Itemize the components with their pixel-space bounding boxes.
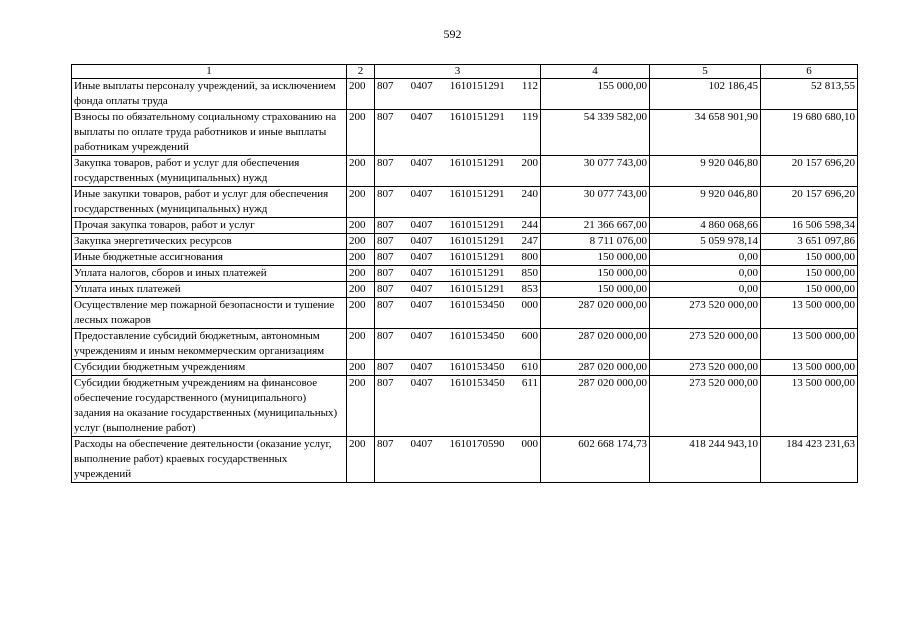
row-code-cell — [375, 266, 541, 282]
row-col4-value: 287 020 000,00 — [541, 298, 650, 329]
row-grbs-cell: 200 — [347, 218, 375, 234]
row-col6-value: 13 500 000,00 — [761, 376, 858, 437]
code-part-code1: 807 — [377, 111, 394, 123]
code-part-code2: 0407 — [410, 283, 433, 295]
code-part-code1: 807 — [377, 188, 394, 200]
table-row — [72, 298, 858, 329]
code-parts — [377, 250, 538, 265]
row-col5-value: 273 520 000,00 — [650, 298, 761, 329]
header-col-5: 5 — [650, 65, 761, 79]
code-part-code3: 1610151291 — [449, 188, 505, 200]
code-parts — [377, 437, 538, 452]
row-name-cell: Субсидии бюджетным учреждениям на финансовое обеспечение государственного (муниципального) задания на оказание государственных (муниципальных) услуг (выполнение работ) — [72, 376, 347, 437]
row-col4-value: 21 366 667,00 — [541, 218, 650, 234]
code-part-code1: 807 — [377, 157, 394, 169]
code-part-code2: 0407 — [410, 267, 433, 279]
code-part-code1: 807 — [377, 299, 394, 311]
code-part-code1: 807 — [377, 80, 394, 92]
table-row — [72, 376, 858, 437]
code-part-code4: 244 — [521, 219, 538, 231]
code-parts — [377, 79, 538, 94]
code-part-code3: 1610153450 — [449, 330, 505, 342]
code-part-code4: 119 — [521, 111, 538, 123]
row-grbs-cell: 200 — [347, 156, 375, 187]
row-grbs-cell: 200 — [347, 298, 375, 329]
code-parts — [377, 376, 538, 391]
code-part-code3: 1610151291 — [449, 111, 505, 123]
table-row — [72, 187, 858, 218]
row-col4-value: 155 000,00 — [541, 79, 650, 110]
row-col6-value: 150 000,00 — [761, 250, 858, 266]
row-grbs-cell: 200 — [347, 376, 375, 437]
code-part-code3: 1610151291 — [449, 80, 505, 92]
row-name-cell: Закупка энергетических ресурсов — [72, 234, 347, 250]
table-row — [72, 360, 858, 376]
header-col-4: 4 — [541, 65, 650, 79]
table-row — [72, 156, 858, 187]
table-row — [72, 266, 858, 282]
code-part-code3: 1610151291 — [449, 157, 505, 169]
code-part-code1: 807 — [377, 438, 394, 450]
row-col6-value: 13 500 000,00 — [761, 329, 858, 360]
code-parts — [377, 234, 538, 249]
row-col4-value: 287 020 000,00 — [541, 376, 650, 437]
header-col-3: 3 — [375, 65, 541, 79]
row-name-cell: Уплата иных платежей — [72, 282, 347, 298]
code-part-code2: 0407 — [410, 235, 433, 247]
code-part-code1: 807 — [377, 361, 394, 373]
row-code-cell — [375, 298, 541, 329]
code-part-code2: 0407 — [410, 157, 433, 169]
row-name-cell: Прочая закупка товаров, работ и услуг — [72, 218, 347, 234]
code-part-code1: 807 — [377, 377, 394, 389]
code-part-code2: 0407 — [410, 111, 433, 123]
code-part-code4: 853 — [521, 283, 538, 295]
code-part-code4: 000 — [521, 299, 538, 311]
row-col4-value: 54 339 582,00 — [541, 110, 650, 156]
header-col-2: 2 — [347, 65, 375, 79]
row-col5-value: 0,00 — [650, 250, 761, 266]
code-part-code4: 000 — [521, 438, 538, 450]
row-name-cell: Уплата налогов, сборов и иных платежей — [72, 266, 347, 282]
row-col6-value: 19 680 680,10 — [761, 110, 858, 156]
row-col6-value: 150 000,00 — [761, 266, 858, 282]
code-parts — [377, 218, 538, 233]
row-name-cell: Иные выплаты персоналу учреждений, за исключением фонда оплаты труда — [72, 79, 347, 110]
row-name-cell: Взносы по обязательному социальному страхованию на выплаты по оплате труда работников и иные выплаты работникам учреждений — [72, 110, 347, 156]
row-col6-value: 16 506 598,34 — [761, 218, 858, 234]
code-part-code4: 240 — [521, 188, 538, 200]
row-col6-value: 3 651 097,86 — [761, 234, 858, 250]
code-part-code3: 1610151291 — [449, 219, 505, 231]
row-col6-value: 52 813,55 — [761, 79, 858, 110]
row-grbs-cell: 200 — [347, 437, 375, 483]
row-col6-value: 13 500 000,00 — [761, 298, 858, 329]
code-parts — [377, 298, 538, 313]
code-part-code2: 0407 — [410, 330, 433, 342]
row-col5-value: 102 186,45 — [650, 79, 761, 110]
row-col5-value: 273 520 000,00 — [650, 329, 761, 360]
code-part-code3: 1610153450 — [449, 361, 505, 373]
row-code-cell — [375, 156, 541, 187]
code-part-code4: 610 — [521, 361, 538, 373]
row-col4-value: 30 077 743,00 — [541, 187, 650, 218]
code-part-code4: 611 — [521, 377, 538, 389]
code-part-code4: 800 — [521, 251, 538, 263]
code-part-code2: 0407 — [410, 299, 433, 311]
code-parts — [377, 329, 538, 344]
code-part-code3: 1610151291 — [449, 267, 505, 279]
row-col5-value: 34 658 901,90 — [650, 110, 761, 156]
table-row — [72, 437, 858, 483]
row-col4-value: 150 000,00 — [541, 250, 650, 266]
code-part-code2: 0407 — [410, 80, 433, 92]
header-col-1: 1 — [72, 65, 347, 79]
row-col6-value: 13 500 000,00 — [761, 360, 858, 376]
row-col5-value: 273 520 000,00 — [650, 360, 761, 376]
row-col5-value: 5 059 978,14 — [650, 234, 761, 250]
code-part-code2: 0407 — [410, 438, 433, 450]
table-row — [72, 250, 858, 266]
budget-table — [71, 64, 858, 483]
row-col4-value: 150 000,00 — [541, 266, 650, 282]
row-col4-value: 8 711 076,00 — [541, 234, 650, 250]
code-part-code1: 807 — [377, 235, 394, 247]
row-grbs-cell: 200 — [347, 329, 375, 360]
row-grbs-cell: 200 — [347, 110, 375, 156]
code-part-code2: 0407 — [410, 188, 433, 200]
code-part-code1: 807 — [377, 267, 394, 279]
code-part-code3: 1610151291 — [449, 251, 505, 263]
row-name-cell: Иные закупки товаров, работ и услуг для обеспечения государственных (муниципальных) нужд — [72, 187, 347, 218]
code-part-code2: 0407 — [410, 361, 433, 373]
row-code-cell — [375, 110, 541, 156]
row-col6-value: 150 000,00 — [761, 282, 858, 298]
table-row — [72, 218, 858, 234]
code-part-code1: 807 — [377, 219, 394, 231]
row-col5-value: 418 244 943,10 — [650, 437, 761, 483]
row-name-cell: Закупка товаров, работ и услуг для обеспечения государственных (муниципальных) нужд — [72, 156, 347, 187]
row-grbs-cell: 200 — [347, 360, 375, 376]
row-code-cell — [375, 376, 541, 437]
row-col5-value: 0,00 — [650, 282, 761, 298]
row-name-cell: Иные бюджетные ассигнования — [72, 250, 347, 266]
code-part-code3: 1610170590 — [449, 438, 505, 450]
code-part-code4: 600 — [521, 330, 538, 342]
row-code-cell — [375, 218, 541, 234]
header-row — [72, 65, 858, 79]
code-part-code4: 247 — [521, 235, 538, 247]
code-part-code1: 807 — [377, 251, 394, 263]
code-part-code3: 1610151291 — [449, 235, 505, 247]
code-part-code1: 807 — [377, 330, 394, 342]
code-parts — [377, 360, 538, 375]
code-parts — [377, 110, 538, 125]
row-grbs-cell: 200 — [347, 234, 375, 250]
row-code-cell — [375, 187, 541, 218]
row-name-cell: Осуществление мер пожарной безопасности и тушение лесных пожаров — [72, 298, 347, 329]
code-part-code3: 1610151291 — [449, 283, 505, 295]
row-grbs-cell: 200 — [347, 79, 375, 110]
code-part-code3: 1610153450 — [449, 299, 505, 311]
code-part-code4: 112 — [521, 80, 538, 92]
row-code-cell — [375, 250, 541, 266]
code-parts — [377, 187, 538, 202]
table-row — [72, 329, 858, 360]
row-col5-value: 273 520 000,00 — [650, 376, 761, 437]
row-code-cell — [375, 234, 541, 250]
row-col6-value: 20 157 696,20 — [761, 187, 858, 218]
row-grbs-cell: 200 — [347, 250, 375, 266]
row-code-cell — [375, 329, 541, 360]
code-part-code3: 1610153450 — [449, 377, 505, 389]
code-part-code2: 0407 — [410, 219, 433, 231]
row-name-cell: Субсидии бюджетным учреждениям — [72, 360, 347, 376]
table-row — [72, 79, 858, 110]
code-part-code4: 200 — [521, 157, 538, 169]
row-col5-value: 4 860 068,66 — [650, 218, 761, 234]
row-grbs-cell: 200 — [347, 282, 375, 298]
row-grbs-cell: 200 — [347, 266, 375, 282]
code-parts — [377, 266, 538, 281]
row-col6-value: 20 157 696,20 — [761, 156, 858, 187]
row-name-cell: Предоставление субсидий бюджетным, автономным учреждениям и иным некоммерческим организациям — [72, 329, 347, 360]
table-body — [72, 79, 858, 483]
row-col4-value: 150 000,00 — [541, 282, 650, 298]
row-col4-value: 287 020 000,00 — [541, 329, 650, 360]
row-code-cell — [375, 437, 541, 483]
table-row — [72, 234, 858, 250]
row-code-cell — [375, 282, 541, 298]
code-part-code4: 850 — [521, 267, 538, 279]
code-parts — [377, 282, 538, 297]
code-part-code2: 0407 — [410, 251, 433, 263]
row-name-cell: Расходы на обеспечение деятельности (оказание услуг, выполнение работ) краевых государственных учреждений — [72, 437, 347, 483]
row-col5-value: 0,00 — [650, 266, 761, 282]
header-col-6: 6 — [761, 65, 858, 79]
code-parts — [377, 156, 538, 171]
row-col5-value: 9 920 046,80 — [650, 156, 761, 187]
page-number: 592 — [443, 27, 462, 41]
row-col4-value: 30 077 743,00 — [541, 156, 650, 187]
table-row — [72, 110, 858, 156]
row-col4-value: 287 020 000,00 — [541, 360, 650, 376]
code-part-code2: 0407 — [410, 377, 433, 389]
row-grbs-cell: 200 — [347, 187, 375, 218]
row-code-cell — [375, 360, 541, 376]
code-part-code1: 807 — [377, 283, 394, 295]
row-col4-value: 602 668 174,73 — [541, 437, 650, 483]
row-col5-value: 9 920 046,80 — [650, 187, 761, 218]
row-code-cell — [375, 79, 541, 110]
table-row — [72, 282, 858, 298]
row-col6-value: 184 423 231,63 — [761, 437, 858, 483]
